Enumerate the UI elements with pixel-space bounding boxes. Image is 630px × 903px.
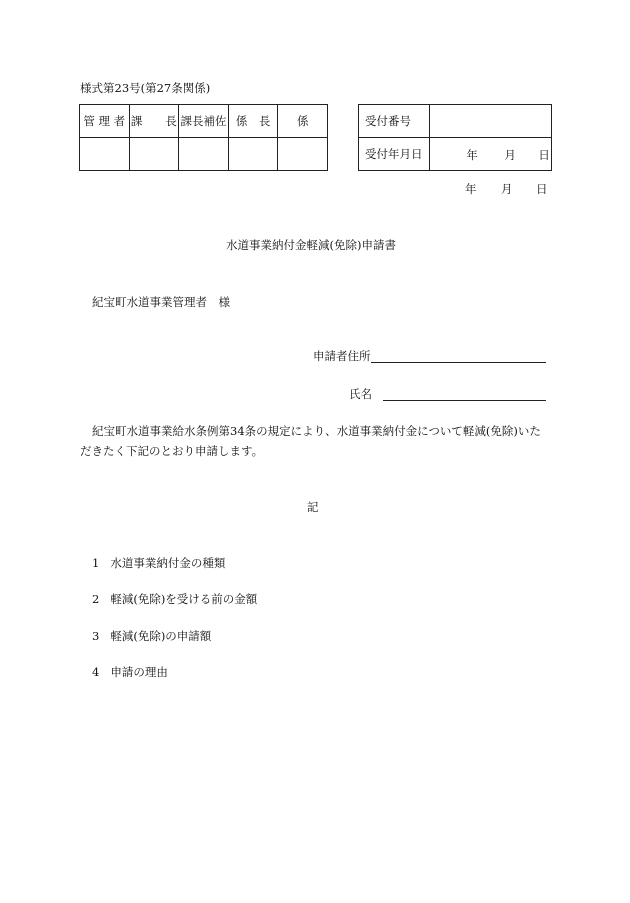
item-text: 軽減(免除)の申請額 xyxy=(110,629,212,643)
addressee: 紀宝町水道事業管理者 様 xyxy=(92,295,230,309)
list-item xyxy=(92,664,168,680)
item-text: 水道事業納付金の種類 xyxy=(110,556,226,570)
approval-header-subsection-chief: 係 長 xyxy=(228,105,278,138)
item-number: 1 xyxy=(92,556,100,570)
reception-number-label: 受付番号 xyxy=(359,105,430,138)
reception-date-label: 受付年月日 xyxy=(359,138,430,171)
reception-date-field[interactable] xyxy=(430,138,552,171)
applicant-name-field[interactable] xyxy=(383,400,546,401)
approval-stamp-cell[interactable] xyxy=(179,138,229,171)
reception-number-field[interactable] xyxy=(430,105,552,138)
date-year-label: 年 xyxy=(465,182,477,196)
date-day-label: 日 xyxy=(536,182,548,196)
document-title: 水道事業納付金軽減(免除)申請書 xyxy=(226,238,396,252)
list-item xyxy=(92,628,211,644)
list-item xyxy=(92,591,257,607)
applicant-address-label: 申請者住所 xyxy=(313,349,371,363)
applicant-address-field[interactable] xyxy=(371,362,546,363)
list-item xyxy=(92,555,225,571)
item-number: 3 xyxy=(92,629,100,643)
approval-header-deputy-chief: 課長補佐 xyxy=(179,105,229,138)
body-text-line1: 紀宝町水道事業給水条例第34条の規定により、水道事業納付金について軽減(免除)いた xyxy=(92,424,541,438)
reception-year-label: 年 xyxy=(466,148,478,162)
reception-table xyxy=(358,104,552,171)
approval-header-staff: 係 xyxy=(278,105,328,138)
approval-header-manager: 管 理 者 xyxy=(80,105,130,138)
item-number: 4 xyxy=(92,665,100,679)
reception-day-label: 日 xyxy=(538,148,550,162)
item-text: 軽減(免除)を受ける前の金額 xyxy=(110,592,258,606)
body-text-line2: だきたく下記のとおり申請します。 xyxy=(80,444,264,458)
approval-stamp-cell[interactable] xyxy=(80,138,130,171)
item-number: 2 xyxy=(92,592,100,606)
approval-stamp-cell[interactable] xyxy=(129,138,179,171)
approval-stamp-cell[interactable] xyxy=(278,138,328,171)
applicant-name-label: 氏名 xyxy=(349,387,372,401)
approval-header-section-chief: 課 長 xyxy=(129,105,179,138)
reception-month-label: 月 xyxy=(504,148,516,162)
ki-heading: 記 xyxy=(307,500,319,514)
approval-table xyxy=(79,104,328,171)
item-text: 申請の理由 xyxy=(110,665,168,679)
form-number: 様式第23号(第27条関係) xyxy=(80,81,211,95)
date-month-label: 月 xyxy=(501,182,513,196)
approval-stamp-cell[interactable] xyxy=(228,138,278,171)
